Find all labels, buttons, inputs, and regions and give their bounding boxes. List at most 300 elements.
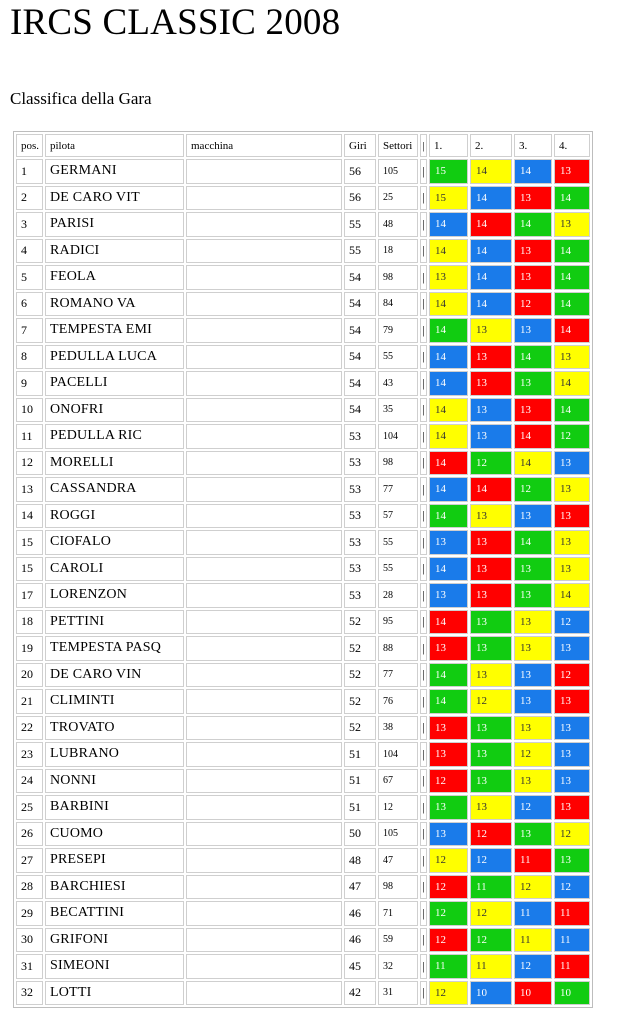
lane-1-cell: 13 <box>429 716 468 741</box>
giri-cell: 51 <box>344 795 376 820</box>
pos-cell: 22 <box>16 716 43 741</box>
pos-cell: 27 <box>16 848 43 873</box>
settori-cell: 31 <box>378 981 418 1006</box>
settori-cell: 98 <box>378 451 418 476</box>
separator-cell: | <box>420 477 427 502</box>
table-row <box>16 795 590 820</box>
pos-cell: 23 <box>16 742 43 767</box>
pilota-cell: CASSANDRA <box>45 477 184 502</box>
lane-4-cell: 13 <box>554 716 590 741</box>
giri-cell: 53 <box>344 477 376 502</box>
table-row <box>16 901 590 926</box>
pos-cell: 8 <box>16 345 43 370</box>
table-row <box>16 265 590 290</box>
giri-cell: 51 <box>344 769 376 794</box>
table-row <box>16 663 590 688</box>
macchina-cell <box>186 848 342 873</box>
giri-cell: 55 <box>344 239 376 264</box>
table-row <box>16 689 590 714</box>
table-row <box>16 981 590 1006</box>
separator-cell: | <box>420 212 427 237</box>
macchina-cell <box>186 212 342 237</box>
header-macchina: macchina <box>186 134 342 157</box>
pos-cell: 32 <box>16 981 43 1006</box>
macchina-cell <box>186 769 342 794</box>
lane-2-cell: 12 <box>470 928 512 953</box>
lane-3-cell: 10 <box>514 981 552 1006</box>
header-giri: Giri <box>344 134 376 157</box>
pos-cell: 11 <box>16 424 43 449</box>
pilota-cell: TEMPESTA EMI <box>45 318 184 343</box>
lane-4-cell: 12 <box>554 424 590 449</box>
pilota-cell: BECATTINI <box>45 901 184 926</box>
separator-cell: | <box>420 451 427 476</box>
settori-cell: 28 <box>378 583 418 608</box>
pos-cell: 1 <box>16 159 43 184</box>
pilota-cell: BARBINI <box>45 795 184 820</box>
pos-cell: 13 <box>16 477 43 502</box>
settori-cell: 48 <box>378 212 418 237</box>
settori-cell: 47 <box>378 848 418 873</box>
lane-4-cell: 11 <box>554 928 590 953</box>
lane-4-cell: 12 <box>554 822 590 847</box>
macchina-cell <box>186 795 342 820</box>
giri-cell: 51 <box>344 742 376 767</box>
pilota-cell: RADICI <box>45 239 184 264</box>
pos-cell: 6 <box>16 292 43 317</box>
giri-cell: 52 <box>344 610 376 635</box>
table-row <box>16 716 590 741</box>
pilota-cell: NONNI <box>45 769 184 794</box>
macchina-cell <box>186 689 342 714</box>
lane-4-cell: 13 <box>554 451 590 476</box>
lane-1-cell: 13 <box>429 822 468 847</box>
lane-1-cell: 13 <box>429 265 468 290</box>
giri-cell: 54 <box>344 318 376 343</box>
lane-2-cell: 13 <box>470 742 512 767</box>
pilota-cell: TEMPESTA PASQ <box>45 636 184 661</box>
lane-2-cell: 13 <box>470 530 512 555</box>
separator-cell: | <box>420 371 427 396</box>
lane-1-cell: 12 <box>429 875 468 900</box>
macchina-cell <box>186 583 342 608</box>
macchina-cell <box>186 477 342 502</box>
separator-cell: | <box>420 557 427 582</box>
table-row <box>16 610 590 635</box>
lane-2-cell: 13 <box>470 716 512 741</box>
giri-cell: 54 <box>344 345 376 370</box>
settori-cell: 104 <box>378 424 418 449</box>
settori-cell: 105 <box>378 822 418 847</box>
lane-4-cell: 12 <box>554 610 590 635</box>
lane-4-cell: 13 <box>554 159 590 184</box>
lane-1-cell: 14 <box>429 345 468 370</box>
macchina-cell <box>186 875 342 900</box>
macchina-cell <box>186 186 342 211</box>
lane-4-cell: 13 <box>554 848 590 873</box>
table-row <box>16 875 590 900</box>
lane-2-cell: 13 <box>470 318 512 343</box>
settori-cell: 43 <box>378 371 418 396</box>
separator-cell: | <box>420 610 427 635</box>
table-row <box>16 159 590 184</box>
pos-cell: 26 <box>16 822 43 847</box>
settori-cell: 38 <box>378 716 418 741</box>
page-subtitle: Classifica della Gara <box>10 89 152 108</box>
pilota-cell: PARISI <box>45 212 184 237</box>
macchina-cell <box>186 239 342 264</box>
pilota-cell: GERMANI <box>45 159 184 184</box>
lane-3-cell: 13 <box>514 557 552 582</box>
lane-3-cell: 13 <box>514 663 552 688</box>
lane-4-cell: 14 <box>554 239 590 264</box>
lane-3-cell: 13 <box>514 371 552 396</box>
lane-1-cell: 13 <box>429 583 468 608</box>
lane-4-cell: 10 <box>554 981 590 1006</box>
lane-1-cell: 14 <box>429 398 468 423</box>
lane-3-cell: 13 <box>514 822 552 847</box>
separator-cell: | <box>420 928 427 953</box>
lane-3-cell: 14 <box>514 451 552 476</box>
lane-1-cell: 13 <box>429 795 468 820</box>
pos-cell: 17 <box>16 583 43 608</box>
macchina-cell <box>186 822 342 847</box>
macchina-cell <box>186 663 342 688</box>
pilota-cell: ROMANO VA <box>45 292 184 317</box>
giri-cell: 53 <box>344 451 376 476</box>
pilota-cell: ROGGI <box>45 504 184 529</box>
results-table <box>13 131 593 1008</box>
lane-4-cell: 14 <box>554 265 590 290</box>
separator-cell: | <box>420 742 427 767</box>
giri-cell: 47 <box>344 875 376 900</box>
lane-2-cell: 13 <box>470 557 512 582</box>
lane-4-cell: 13 <box>554 212 590 237</box>
lane-2-cell: 13 <box>470 583 512 608</box>
pilota-cell: PETTINI <box>45 610 184 635</box>
separator-cell: | <box>420 954 427 979</box>
lane-2-cell: 13 <box>470 795 512 820</box>
lane-3-cell: 13 <box>514 636 552 661</box>
pilota-cell: CAROLI <box>45 557 184 582</box>
giri-cell: 52 <box>344 663 376 688</box>
settori-cell: 98 <box>378 265 418 290</box>
lane-2-cell: 13 <box>470 636 512 661</box>
lane-3-cell: 14 <box>514 530 552 555</box>
lane-4-cell: 13 <box>554 636 590 661</box>
settori-cell: 35 <box>378 398 418 423</box>
lane-4-cell: 11 <box>554 901 590 926</box>
pilota-cell: BARCHIESI <box>45 875 184 900</box>
pos-cell: 14 <box>16 504 43 529</box>
pilota-cell: SIMEONI <box>45 954 184 979</box>
macchina-cell <box>186 159 342 184</box>
separator-cell: | <box>420 848 427 873</box>
table-row <box>16 742 590 767</box>
separator-cell: | <box>420 159 427 184</box>
lane-4-cell: 13 <box>554 742 590 767</box>
pilota-cell: GRIFONI <box>45 928 184 953</box>
lane-3-cell: 13 <box>514 583 552 608</box>
separator-cell: | <box>420 318 427 343</box>
giri-cell: 54 <box>344 292 376 317</box>
separator-cell: | <box>420 716 427 741</box>
separator-cell: | <box>420 583 427 608</box>
lane-2-cell: 12 <box>470 822 512 847</box>
lane-1-cell: 12 <box>429 928 468 953</box>
giri-cell: 54 <box>344 398 376 423</box>
pos-cell: 29 <box>16 901 43 926</box>
pos-cell: 30 <box>16 928 43 953</box>
lane-1-cell: 11 <box>429 954 468 979</box>
pilota-cell: ONOFRI <box>45 398 184 423</box>
lane-3-cell: 13 <box>514 265 552 290</box>
pos-cell: 10 <box>16 398 43 423</box>
giri-cell: 53 <box>344 530 376 555</box>
lane-2-cell: 13 <box>470 371 512 396</box>
lane-1-cell: 14 <box>429 504 468 529</box>
lane-3-cell: 11 <box>514 928 552 953</box>
pilota-cell: CIOFALO <box>45 530 184 555</box>
giri-cell: 50 <box>344 822 376 847</box>
lane-2-cell: 13 <box>470 398 512 423</box>
lane-3-cell: 14 <box>514 159 552 184</box>
giri-cell: 56 <box>344 159 376 184</box>
header-pilota: pilota <box>45 134 184 157</box>
lane-2-cell: 13 <box>470 769 512 794</box>
settori-cell: 77 <box>378 663 418 688</box>
lane-1-cell: 13 <box>429 530 468 555</box>
lane-1-cell: 12 <box>429 769 468 794</box>
giri-cell: 56 <box>344 186 376 211</box>
lane-2-cell: 13 <box>470 345 512 370</box>
settori-cell: 77 <box>378 477 418 502</box>
header-pos: pos. <box>16 134 43 157</box>
settori-cell: 84 <box>378 292 418 317</box>
separator-cell: | <box>420 530 427 555</box>
lane-1-cell: 14 <box>429 424 468 449</box>
lane-2-cell: 12 <box>470 689 512 714</box>
lane-2-cell: 13 <box>470 663 512 688</box>
settori-cell: 88 <box>378 636 418 661</box>
pilota-cell: PEDULLA RIC <box>45 424 184 449</box>
giri-cell: 42 <box>344 981 376 1006</box>
separator-cell: | <box>420 901 427 926</box>
separator-cell: | <box>420 398 427 423</box>
lane-4-cell: 13 <box>554 345 590 370</box>
lane-3-cell: 12 <box>514 954 552 979</box>
macchina-cell <box>186 954 342 979</box>
lane-2-cell: 14 <box>470 292 512 317</box>
lane-3-cell: 13 <box>514 689 552 714</box>
lane-3-cell: 13 <box>514 186 552 211</box>
settori-cell: 57 <box>378 504 418 529</box>
pos-cell: 25 <box>16 795 43 820</box>
macchina-cell <box>186 530 342 555</box>
lane-4-cell: 14 <box>554 186 590 211</box>
giri-cell: 54 <box>344 265 376 290</box>
settori-cell: 104 <box>378 742 418 767</box>
lane-3-cell: 12 <box>514 477 552 502</box>
lane-3-cell: 13 <box>514 716 552 741</box>
lane-4-cell: 13 <box>554 689 590 714</box>
header-settori: Settori <box>378 134 418 157</box>
macchina-cell <box>186 557 342 582</box>
lane-2-cell: 12 <box>470 901 512 926</box>
giri-cell: 45 <box>344 954 376 979</box>
pos-cell: 9 <box>16 371 43 396</box>
pos-cell: 28 <box>16 875 43 900</box>
pilota-cell: DE CARO VIT <box>45 186 184 211</box>
macchina-cell <box>186 451 342 476</box>
table-row <box>16 292 590 317</box>
pilota-cell: PEDULLA LUCA <box>45 345 184 370</box>
macchina-cell <box>186 742 342 767</box>
lane-1-cell: 14 <box>429 557 468 582</box>
lane-1-cell: 15 <box>429 186 468 211</box>
lane-3-cell: 12 <box>514 292 552 317</box>
header-row <box>16 134 590 157</box>
lane-3-cell: 13 <box>514 769 552 794</box>
settori-cell: 98 <box>378 875 418 900</box>
lane-3-cell: 13 <box>514 398 552 423</box>
lane-4-cell: 12 <box>554 663 590 688</box>
giri-cell: 54 <box>344 371 376 396</box>
settori-cell: 55 <box>378 557 418 582</box>
separator-cell: | <box>420 186 427 211</box>
separator-cell: | <box>420 875 427 900</box>
lane-1-cell: 12 <box>429 848 468 873</box>
pos-cell: 20 <box>16 663 43 688</box>
pos-cell: 2 <box>16 186 43 211</box>
separator-cell: | <box>420 663 427 688</box>
separator-cell: | <box>420 769 427 794</box>
lane-1-cell: 13 <box>429 742 468 767</box>
pos-cell: 3 <box>16 212 43 237</box>
lane-3-cell: 14 <box>514 424 552 449</box>
separator-cell: | <box>420 424 427 449</box>
lane-4-cell: 13 <box>554 557 590 582</box>
table-row <box>16 371 590 396</box>
table-row <box>16 477 590 502</box>
macchina-cell <box>186 318 342 343</box>
lane-2-cell: 13 <box>470 610 512 635</box>
lane-2-cell: 14 <box>470 212 512 237</box>
settori-cell: 59 <box>378 928 418 953</box>
settori-cell: 55 <box>378 530 418 555</box>
lane-4-cell: 13 <box>554 477 590 502</box>
pos-cell: 5 <box>16 265 43 290</box>
lane-3-cell: 12 <box>514 742 552 767</box>
lane-4-cell: 12 <box>554 875 590 900</box>
lane-1-cell: 13 <box>429 636 468 661</box>
lane-1-cell: 14 <box>429 663 468 688</box>
separator-cell: | <box>420 795 427 820</box>
lane-1-cell: 14 <box>429 477 468 502</box>
separator-cell: | <box>420 345 427 370</box>
lane-4-cell: 13 <box>554 530 590 555</box>
table-row <box>16 239 590 264</box>
giri-cell: 55 <box>344 212 376 237</box>
lane-4-cell: 13 <box>554 769 590 794</box>
settori-cell: 12 <box>378 795 418 820</box>
pos-cell: 24 <box>16 769 43 794</box>
pilota-cell: DE CARO VIN <box>45 663 184 688</box>
table-row <box>16 345 590 370</box>
macchina-cell <box>186 504 342 529</box>
separator-cell: | <box>420 822 427 847</box>
macchina-cell <box>186 265 342 290</box>
lane-1-cell: 14 <box>429 689 468 714</box>
separator-cell: | <box>420 981 427 1006</box>
lane-1-cell: 14 <box>429 292 468 317</box>
pilota-cell: LUBRANO <box>45 742 184 767</box>
giri-cell: 53 <box>344 557 376 582</box>
settori-cell: 79 <box>378 318 418 343</box>
lane-2-cell: 10 <box>470 981 512 1006</box>
pilota-cell: LOTTI <box>45 981 184 1006</box>
macchina-cell <box>186 928 342 953</box>
lane-4-cell: 14 <box>554 371 590 396</box>
settori-cell: 18 <box>378 239 418 264</box>
header-lane-2: 2. <box>470 134 512 157</box>
macchina-cell <box>186 292 342 317</box>
separator-cell: | <box>420 504 427 529</box>
pilota-cell: CUOMO <box>45 822 184 847</box>
header-lane-1: 1. <box>429 134 468 157</box>
pos-cell: 31 <box>16 954 43 979</box>
table-row <box>16 822 590 847</box>
header-lane-4: 4. <box>554 134 590 157</box>
lane-2-cell: 11 <box>470 954 512 979</box>
header-lane-3: 3. <box>514 134 552 157</box>
lane-1-cell: 12 <box>429 901 468 926</box>
lane-1-cell: 14 <box>429 371 468 396</box>
settori-cell: 32 <box>378 954 418 979</box>
lane-1-cell: 14 <box>429 610 468 635</box>
lane-2-cell: 14 <box>470 477 512 502</box>
lane-2-cell: 14 <box>470 159 512 184</box>
settori-cell: 95 <box>378 610 418 635</box>
lane-2-cell: 14 <box>470 265 512 290</box>
lane-4-cell: 14 <box>554 292 590 317</box>
lane-3-cell: 13 <box>514 610 552 635</box>
settori-cell: 25 <box>378 186 418 211</box>
giri-cell: 52 <box>344 716 376 741</box>
lane-2-cell: 13 <box>470 504 512 529</box>
lane-3-cell: 14 <box>514 212 552 237</box>
lane-4-cell: 14 <box>554 398 590 423</box>
results-body <box>16 159 590 1005</box>
lane-2-cell: 14 <box>470 186 512 211</box>
lane-1-cell: 14 <box>429 212 468 237</box>
giri-cell: 46 <box>344 901 376 926</box>
lane-4-cell: 13 <box>554 504 590 529</box>
pilota-cell: CLIMINTI <box>45 689 184 714</box>
lane-3-cell: 13 <box>514 239 552 264</box>
macchina-cell <box>186 901 342 926</box>
macchina-cell <box>186 716 342 741</box>
pilota-cell: MORELLI <box>45 451 184 476</box>
pos-cell: 7 <box>16 318 43 343</box>
lane-4-cell: 13 <box>554 795 590 820</box>
lane-3-cell: 11 <box>514 901 552 926</box>
giri-cell: 53 <box>344 424 376 449</box>
table-row <box>16 451 590 476</box>
table-row <box>16 530 590 555</box>
pos-cell: 21 <box>16 689 43 714</box>
macchina-cell <box>186 371 342 396</box>
